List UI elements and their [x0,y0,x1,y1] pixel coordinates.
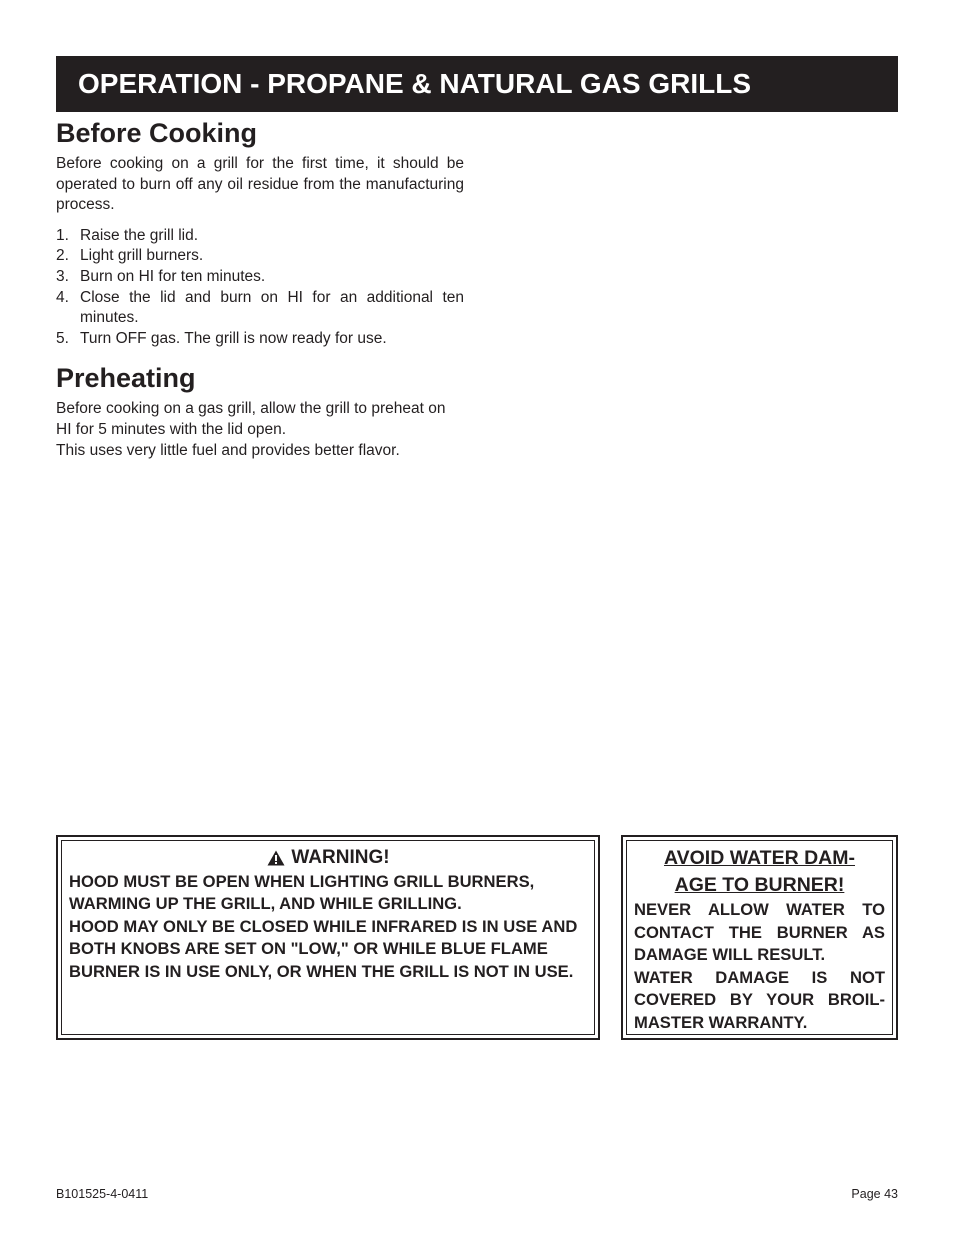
step-number: 5. [56,329,69,347]
water-content [634,845,885,1035]
step-text: Light grill burners. [80,247,204,265]
step-text: Burn on HI for ten minutes. [80,267,266,285]
preheating-text: Before cooking on a gas grill, allow the grill to preheat on HI for 5 minutes with the lid open. [56,400,446,438]
step-text: Close the lid and burn on HI for an additional ten minutes. [80,288,464,327]
step-number: 3. [56,267,69,285]
before-cooking-section [56,116,464,349]
preheating-heading: Preheating [56,363,196,394]
preheating-section [56,361,464,461]
step-text: Turn OFF gas. The grill is now ready for use. [80,329,387,347]
page-title: OPERATION - PROPANE & NATURAL GAS GRILLS [78,68,752,99]
warning-title [69,846,588,870]
list-item [56,267,464,288]
water-title-line-2: AGE TO BURNER! [674,874,845,896]
warning-paragraph-1: HOOD MUST BE OPEN WHEN LIGHTING GRILL BURNERS, WARMING UP THE GRILL, AND WHILE GRILLING. [69,872,535,914]
step-number: 2. [56,247,69,265]
water-paragraph-1: NEVER ALLOW WATER TO CONTACT THE BURNER AS DAMAGE WILL RESULT. [634,900,885,965]
left-column [56,116,464,461]
water-title-line-1: AVOID WATER DAM- [663,847,855,869]
list-item [56,329,464,350]
warning-title-text: WARNING! [291,847,390,868]
warning-box [56,835,600,1040]
water-paragraph-2: WATER DAMAGE IS NOT COVERED BY YOUR BROIL-MASTER WARRANTY. [634,967,885,1032]
list-item [56,226,464,247]
step-number: 4. [56,288,69,306]
before-cooking-steps [56,226,464,350]
before-cooking-heading: Before Cooking [56,118,258,148]
step-text: Raise the grill lid. [80,226,199,244]
warning-triangle-icon [267,850,285,866]
page-number: Page 43 [851,1187,898,1201]
before-cooking-intro: Before cooking on a grill for the first time, it should be operated to burn off any oil residue from the manufacturing process. [56,155,464,214]
warning-paragraph-2: HOOD MAY ONLY BE CLOSED WHILE INFRARED IS IN USE AND BOTH KNOBS ARE SET ON "LOW," OR WHILE BLUE FLAME BURNER IS IN USE ONLY, OR WHEN THE GRILL IS NOT IN USE. [69,916,578,981]
water-damage-box [621,835,898,1040]
list-item [56,246,464,267]
warning-content [69,846,588,983]
preheating-note: This uses very little fuel and provides better flavor. [56,441,400,459]
document-code: B101525-4-0411 [56,1187,149,1201]
section-header-bar [56,56,898,112]
step-number: 1. [56,226,69,244]
list-item [56,288,464,329]
